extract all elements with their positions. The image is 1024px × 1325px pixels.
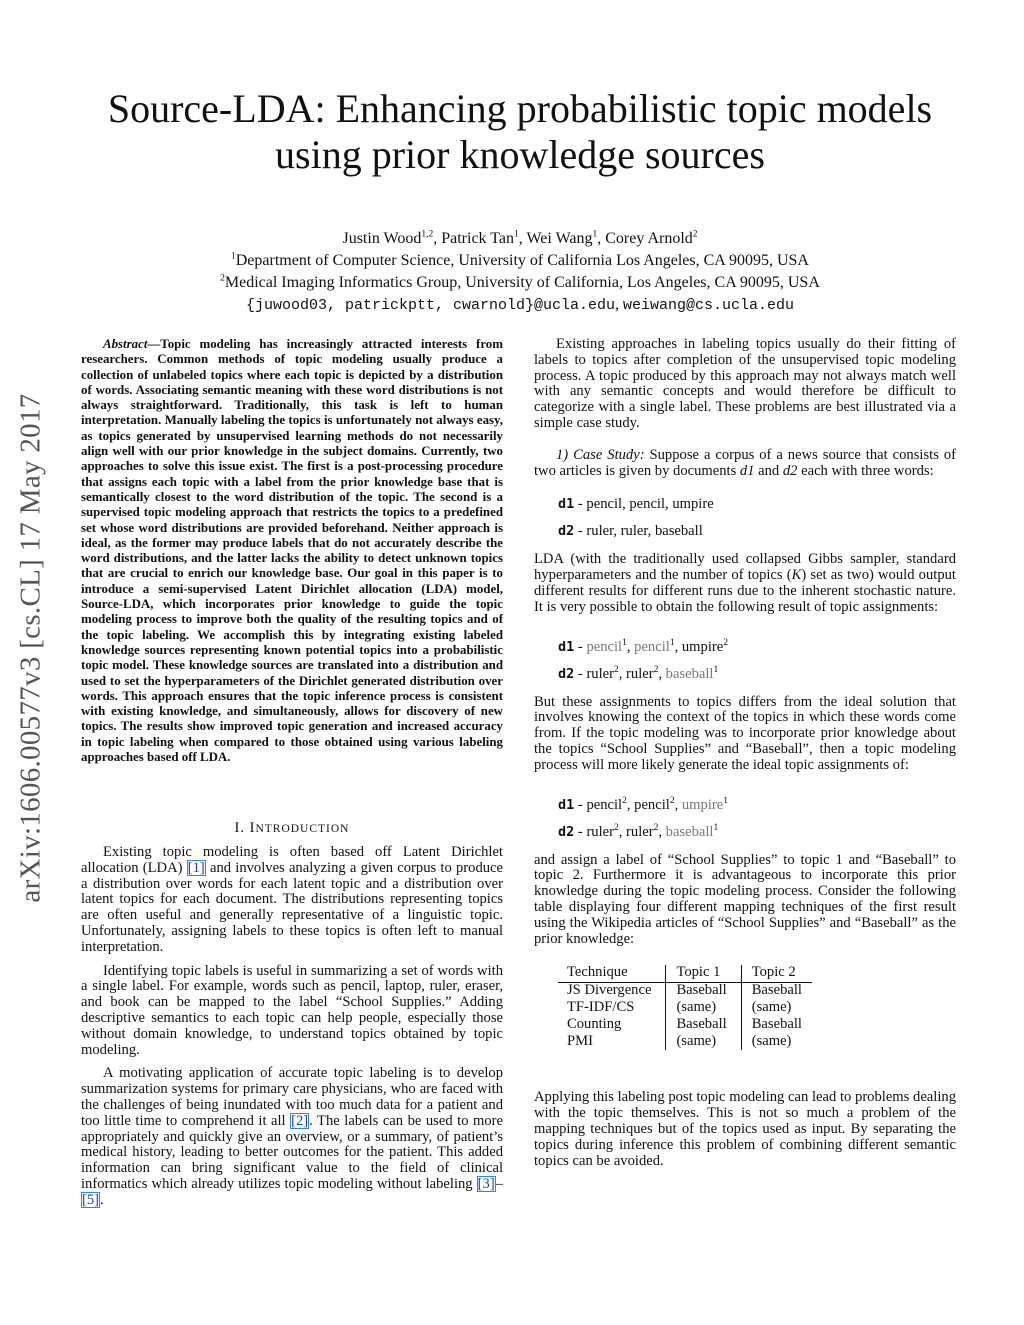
author: Patrick Tan$^1$,	[441, 229, 527, 247]
table-row	[558, 1017, 812, 1034]
table-cell: TF-IDF/CS	[558, 1000, 666, 1017]
lda-assignment-example	[558, 638, 956, 683]
author: Corey Arnold$^2$	[605, 229, 698, 247]
abstract-label: Abstract	[103, 337, 148, 351]
citation-link[interactable]: [1]	[187, 859, 205, 876]
title-line-2: using prior knowledge sources	[275, 132, 765, 177]
example-line: d2 - ruler$^2$, ruler$^2$, baseball$^1$	[558, 664, 719, 682]
table-cell: Baseball	[666, 1017, 741, 1034]
example-line: d1 - pencil, pencil, umpire	[558, 496, 714, 513]
table-row	[558, 1034, 812, 1051]
example-line: d1 - pencil$^1$, pencil$^1$, umpire$^2$	[558, 637, 728, 655]
table-row	[558, 1000, 812, 1017]
intro-paragraph-2: Identifying topic labels is useful in summarizing a set of words with a single label. For example, words such as pencil, laptop, ruler, eraser, and book can be mapped to the label “School Supplies.” Adding descriptive semantics to each topic can help people, especially those without domain knowledge, to understand topics obtained by topic modeling.	[81, 962, 503, 1058]
citation-link[interactable]: [5]	[82, 1191, 100, 1208]
table-cell: PMI	[558, 1034, 666, 1051]
author-emails: {juwood03, patrickptt, cwarnold}@ucla.edu, weiwang@cs.ucla.edu	[245, 296, 795, 314]
citation-link[interactable]: [3]	[477, 1175, 495, 1192]
but-paragraph: But these assignments to topics differs from the ideal solution that involves knowing the context of the topics in which these words come from. If the topic modeling was to incorporate prior knowledge about the topics “School Supplies” and “Baseball”, then a topic modeling process will more likely generate the ideal topic assignments of:	[534, 693, 956, 773]
title-line-1: Source-LDA: Enhancing probabilistic topic models	[107, 86, 933, 131]
lda-paragraph: LDA (with the traditionally used collapsed Gibbs sampler, standard hyperparameters and the number of topics (K) set as two) would output different results for different runs due to the inherent stochastic nature. It is very possible to obtain the following result of topic assignments:	[534, 551, 956, 615]
introduction-body	[81, 845, 503, 1209]
table-row	[558, 983, 812, 1000]
table-cell: (same)	[751, 998, 792, 1015]
abstract-text: Topic modeling has increasingly attracted interests from researchers. Common methods of topic modeling usually produce a collection of unlabeled topics where each topic is depicted by a distribution of words. Associating semantic meaning with these word distributions is not always straightforward. Traditionally, this task is left to human interpretation. Manually labeling the topics is unfortunately not always easy, as topics generated by unsupervised learning methods do not necessarily align well with our prior knowledge in the subject domains. Currently, two approaches to solve this issue exist. The first is a post-processing procedure that assigns each topic with a label from the prior knowledge base that is semantically closest to the word distribution of the topic. The second is a supervised topic modeling approach that restricts the topics to a predefined set whose word distributions are provided beforehand. Neither approach is ideal, as the former may produce labels that do not accurately describe the word distributions, and the latter lacks the ability to detect unknown topics that are crucial to enrich our knowledge base. Our goal in this paper is to introduce a semi-supervised Latent Dirichlet allocation (LDA) model, Source-LDA, which incorporates prior knowledge to guide the topic modeling process to improve both the quality of the resulting topics and of the topic labeling. We accomplish this by integrating existing labeled knowledge sources representing known potential topics into a probabilistic topic model. These knowledge sources are translated into a distribution and used to set the hyperparameters of the Dirichlet generated distribution over words. This approach ensures that the topic inference process is consistent with existing knowledge, and simultaneously, allows for discovery of new topics. The results show improved topic generation and increased accuracy in topic labeling when compared to those obtained using various labeling approaches based off LDA.	[81, 337, 503, 765]
arxiv-identifier: arXiv:1606.00577v3 [cs.CL] 17 May 2017	[14, 393, 47, 903]
assign-paragraph: and assign a label of “School Supplies” to topic 1 and “Baseball” to topic 2. Furthermore it is advantageous to incorporate this prior knowledge during the topic modeling process. Consider the following table displaying four different mapping techniques of the first result using the Wikipedia articles of “School Supplies” and “Baseball” as the prior knowledge:	[534, 851, 956, 947]
author-block	[60, 228, 980, 317]
table-cell: Baseball	[751, 982, 802, 999]
final-paragraph: Applying this labeling post topic modeling can lead to problems dealing with the topic themselves. This is not so much a problem of the mapping techniques but of the topics used as input. By separating the topics during inference this problem of combining different semantic topics can be avoided.	[534, 1089, 956, 1169]
affiliation-2: $^2$Medical Imaging Informatics Group, University of California, Los Angeles, CA 90095, USA	[220, 273, 820, 291]
example-documents	[558, 495, 956, 540]
example-line: d2 - ruler$^2$, ruler$^2$, baseball$^1$	[558, 822, 719, 840]
table-cell: Counting	[558, 1017, 666, 1034]
right-column	[534, 337, 956, 1169]
abstract: Abstract—Topic modeling has increasingly attracted interests from researchers. Common methods of topic modeling usually produce a collection of unlabeled topics where each topic is depicted by a distribution of words. Associating semantic meaning with these word distributions is not always straightforward. Traditionally, this task is left to human interpretation. Manually labeling the topics is unfortunately not always easy, as topics generated by unsupervised learning methods do not necessarily align well with our prior knowledge in the subject domains. Currently, two approaches to solve this issue exist. The first is a post-processing procedure that assigns each topic with a label from the prior knowledge base that is semantically closest to the word distribution of the topic. The second is a supervised topic modeling approach that restricts the topics to a predefined set whose word distributions are provided beforehand. Neither approach is ideal, as the former may produce labels that do not accurately describe the word distributions, and the latter lacks the ability to detect unknown topics that are crucial to enrich our knowledge base. Our goal in this paper is to introduce a semi-supervised Latent Dirichlet allocation (LDA) model, Source-LDA, which incorporates prior knowledge to guide the topic modeling process to improve both the quality of the resulting topics and of the topic labeling. We accomplish this by integrating existing labeled knowledge sources representing known potential topics into a probabilistic topic model. These knowledge sources are translated into a distribution and used to set the hyperparameters of the Dirichlet generated distribution over words. This approach ensures that the topic inference process is consistent with existing knowledge, and simultaneously, allows for discovery of new topics. The results show improved topic generation and increased accuracy in topic labeling when compared to those obtained using various labeling approaches based off LDA.	[81, 337, 503, 765]
author: Justin Wood$^{1,2}$,	[342, 229, 442, 247]
ideal-assignment-example	[558, 796, 956, 841]
table-cell: JS Divergence	[558, 983, 666, 1000]
author-names	[60, 228, 980, 250]
table-cell: Baseball	[751, 1015, 802, 1032]
table-header: Technique	[558, 965, 666, 982]
right-paragraph-1: Existing approaches in labeling topics usually do their fitting of labels to topics after completion of the unsupervised topic modeling process. A topic produced by this approach may not always match well with any semantic concepts and would therefore be difficult to categorize with a single label. These problems are best illustrated via a simple case study.	[534, 336, 956, 431]
affiliation-1: $^1$Department of Computer Science, University of California Los Angeles, CA 90095, USA	[231, 251, 809, 269]
author: Wei Wang$^1$,	[526, 229, 606, 247]
paper-title	[60, 86, 980, 178]
table-header-row	[558, 965, 812, 982]
case-study-paragraph: 1) Case Study: Suppose a corpus of a news source that consists of two articles is given by documents d1 and d2 each with three words:	[534, 446, 956, 479]
intro-paragraph-1: Existing topic modeling is often based off Latent Dirichlet allocation (LDA) [1] and involves analyzing a given corpus to produce a distribution over words for each latent topic and a distribution over latent topics for each document. The distributions representing topics are often useful and generally representative of a linguistic topic. Unfortunately, assigning labels to these topics is often left to manual interpretation.	[81, 844, 503, 955]
example-line: d2 - ruler, ruler, baseball	[558, 523, 703, 540]
example-line: d1 - pencil$^2$, pencil$^2$, umpire$^1$	[558, 795, 728, 813]
table-cell: (same)	[666, 1034, 741, 1051]
table-header: Topic 1	[666, 965, 741, 982]
section-heading-introduction: I. INTRODUCTION	[234, 820, 350, 836]
mapping-techniques-table	[558, 965, 812, 1050]
table-cell: (same)	[751, 1032, 792, 1049]
citation-link[interactable]: [2]	[291, 1112, 309, 1129]
table-cell: Baseball	[666, 983, 741, 1000]
table-header: Topic 2	[741, 965, 812, 982]
intro-paragraph-3: A motivating application of accurate topic labeling is to develop summarization systems for primary care physicians, who are faced with the challenges of being inundated with too much data for a patient and too little time to comprehend it all [2]. The labels can be used to more appropriately and quickly give an overview, or a summary, of patient’s medical history, leading to better outcomes for the patient. This added information can bring significant value to the field of clinical informatics which already utilizes topic modeling without labeling [3]–[5].	[81, 1065, 503, 1208]
table-cell: (same)	[666, 1000, 741, 1017]
